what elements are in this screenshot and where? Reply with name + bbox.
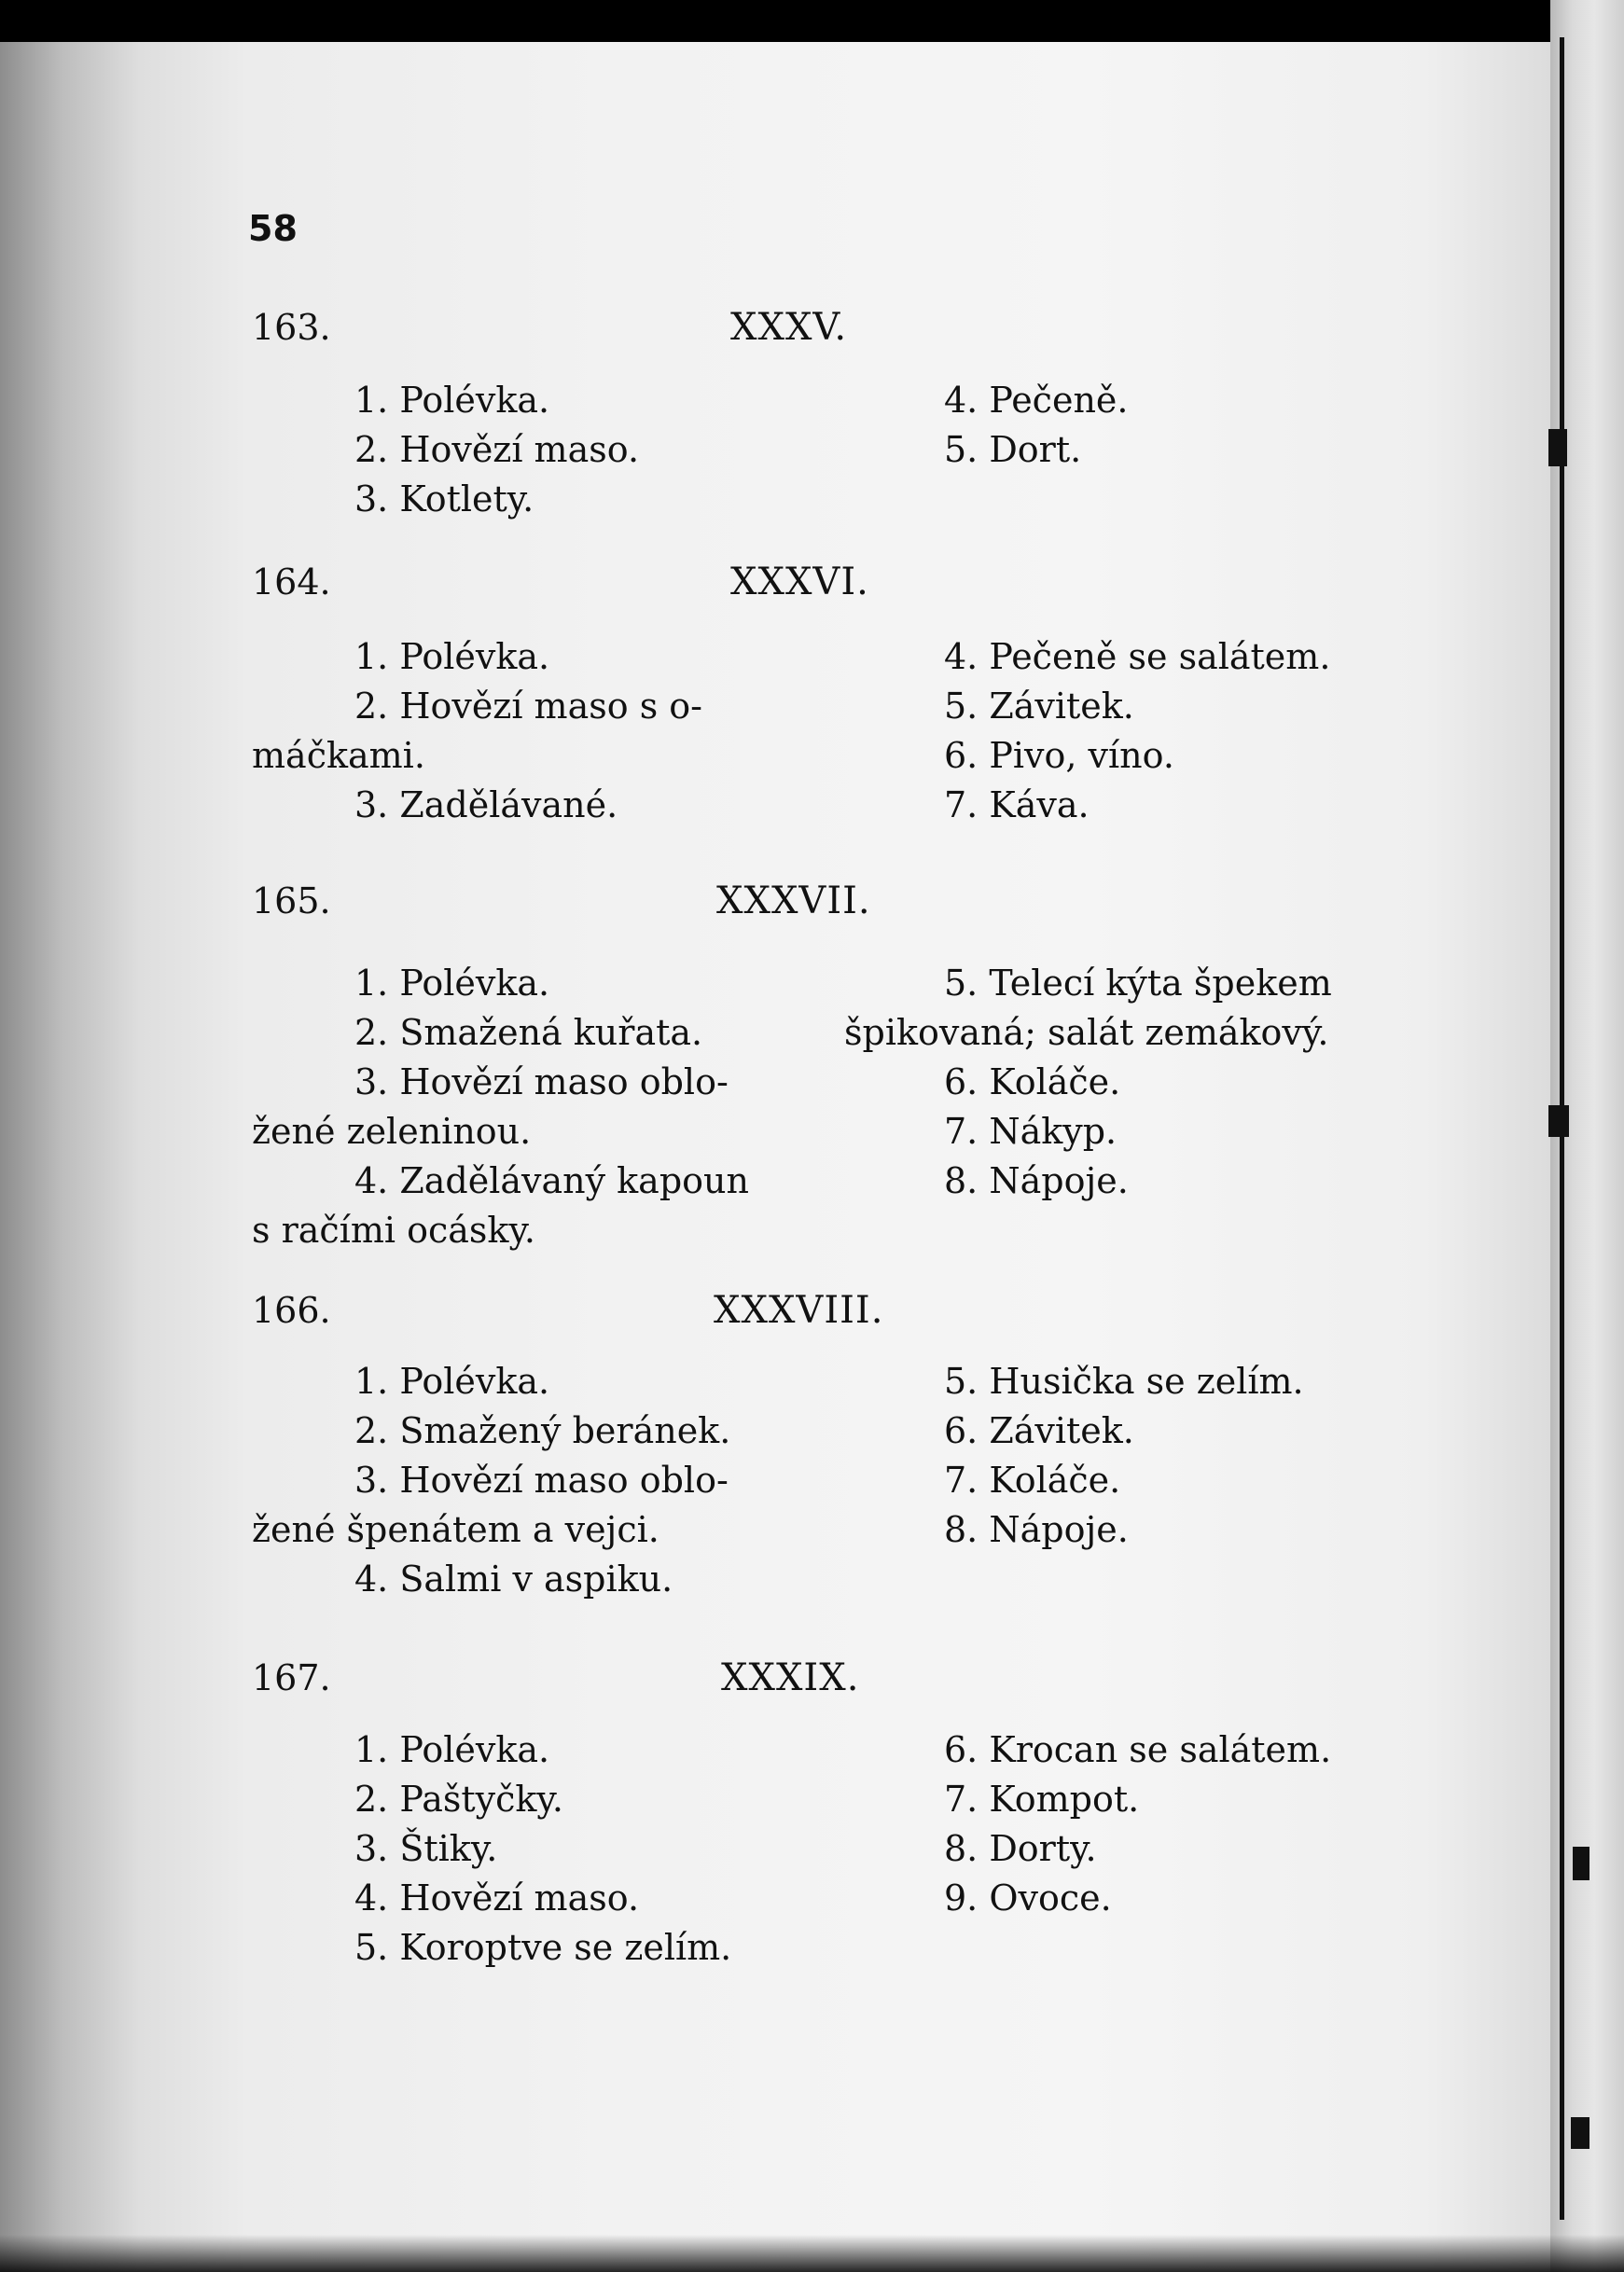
menu-right-item: 7. Koláče. [944,1460,1121,1501]
menu-right-item: 4. Pečeně. [944,380,1129,421]
menu-left-item: 1. Polévka. [354,1361,550,1402]
menu-left-item: žené špenátem a vejci. [252,1509,659,1550]
menu-left-item: 5. Koroptve se zelím. [354,1927,732,1968]
menu-left-item: 1. Polévka. [354,636,550,677]
menu-roman-title: XXXVII. [716,880,871,922]
menu-right-item: 5. Závitek. [944,686,1134,727]
menu-left-item: 1. Polévka. [354,1729,550,1770]
menu-left-item: máčkami. [252,735,425,776]
menu-right-item: 8. Nápoje. [944,1160,1129,1201]
menu-right-item: 7. Káva. [944,784,1090,825]
menu-left-item: 3. Hovězí maso oblo- [354,1061,729,1102]
menu-right-item: 7. Nákyp. [944,1111,1117,1152]
menu-left-item: 3. Kotlety. [354,478,534,520]
menu-left-item: 2. Paštyčky. [354,1779,563,1820]
menu-left-item: 3. Štiky. [354,1828,498,1869]
menu-left-item: 4. Hovězí maso. [354,1877,640,1919]
menu-right-item: 5. Dort. [944,429,1082,470]
menu-number: 164. [252,561,331,603]
menu-left-item: 1. Polévka. [354,963,550,1004]
menu-left-item: 2. Hovězí maso. [354,429,640,470]
menu-right-item: 6. Koláče. [944,1061,1121,1102]
edge-mark-1 [1548,429,1567,466]
menu-left-item: 4. Zadělávaný kapoun [354,1160,749,1201]
menu-left-item: 3. Hovězí maso oblo- [354,1460,729,1501]
menu-right-item: 5. Husička se zelím. [944,1361,1304,1402]
menu-right-item: 4. Pečeně se salátem. [944,636,1331,677]
menu-number: 163. [252,307,331,348]
menu-right-item: 6. Závitek. [944,1410,1134,1451]
menu-number: 166. [252,1290,331,1331]
menu-roman-title: XXXIX. [721,1656,860,1699]
menu-left-item: 2. Smažený beránek. [354,1410,731,1451]
menu-roman-title: XXXVI. [730,561,869,603]
menu-left-item: 3. Zadělávané. [354,784,618,825]
edge-mark-2 [1548,1105,1569,1137]
menu-right-item: 5. Telecí kýta špekem [944,963,1332,1004]
bottom-shadow [0,2235,1624,2272]
menu-left-item: 4. Salmi v aspiku. [354,1559,673,1600]
menu-left-item: 2. Hovězí maso s o- [354,686,703,727]
menu-right-item: špikovaná; salát zemákový. [844,1012,1329,1053]
page-number: 58 [248,208,298,249]
menu-roman-title: XXXV. [730,306,848,349]
menu-left-item: 1. Polévka. [354,380,550,421]
book-page [0,42,1550,2272]
menu-left-item: 2. Smažená kuřata. [354,1012,703,1053]
menu-right-item: 6. Krocan se salátem. [944,1729,1332,1770]
menu-right-item: 9. Ovoce. [944,1877,1112,1919]
menu-number: 165. [252,880,331,921]
menu-roman-title: XXXVIII. [714,1289,884,1332]
menu-left-item: žené zeleninou. [252,1111,532,1152]
menu-right-item: 6. Pivo, víno. [944,735,1174,776]
edge-mark-4 [1571,2117,1589,2149]
menu-number: 167. [252,1657,331,1698]
menu-right-item: 7. Kompot. [944,1779,1140,1820]
menu-right-item: 8. Dorty. [944,1828,1097,1869]
edge-mark-3 [1573,1847,1589,1880]
menu-left-item: s račími ocásky. [252,1210,535,1251]
menu-right-item: 8. Nápoje. [944,1509,1129,1550]
